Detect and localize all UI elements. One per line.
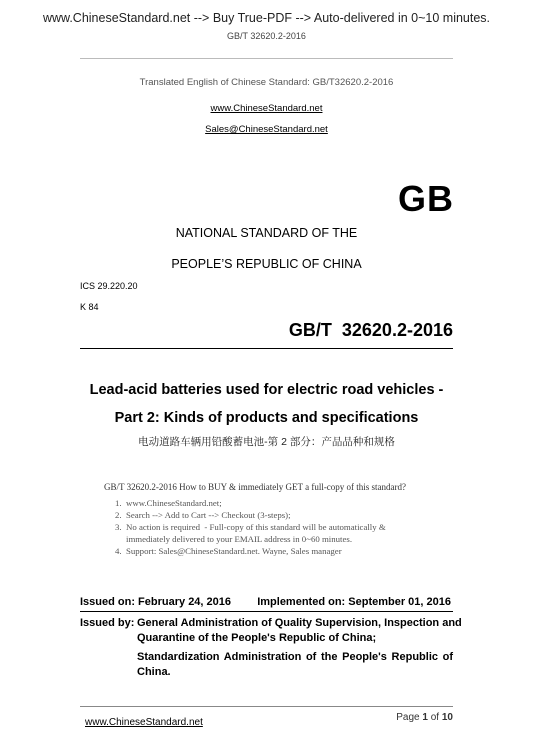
chinese-title: 电动道路车辆用铅酸蓄电池-第 2 部分：产品品种和规格 [138,436,395,448]
page-indicator [396,712,453,723]
buy-step-2: 2. Search --> Add to Cart --> Checkout (3-steps); [115,510,291,520]
implemented-date: Implemented on: September 01, 2016 [257,596,451,608]
buy-steps-list [115,497,386,557]
issuer-1-line-2: Quarantine of the People's Republic of China; [137,632,377,644]
ics-code: ICS 29.220.20 [80,281,138,291]
issued-by-label: Issued by: [80,617,135,629]
page-prefix: Page [396,712,423,723]
dates-rule [80,611,453,612]
buy-heading: GB/T 32620.2-2016 How to BUY & immediately GET a full-copy of this standard? [104,482,407,492]
buy-step-3-cont: immediately delivered to your EMAIL address in 0~60 minutes. [115,534,353,544]
email-link[interactable]: Sales@ChineseStandard.net [205,124,328,135]
title-line-1: Lead-acid batteries used for electric road vehicles - [89,382,444,398]
standard-number: GB/T 32620.2-2016 [288,320,453,340]
buy-step-3: 3. No action is required - Full-copy of this standard will be automatically & [115,522,386,532]
standard-number-rule [80,348,453,349]
buy-step-1: 1. www.ChineseStandard.net; [115,498,222,508]
gb-mark: GB [398,178,454,219]
header-divider [80,58,453,59]
website-link[interactable]: www.ChineseStandard.net [210,103,323,114]
k-code: K 84 [80,302,99,312]
translation-line: Translated English of Chinese Standard: GB/T32620.2-2016 [139,77,394,88]
header-doc-code: GB/T 32620.2-2016 [227,31,306,41]
footer-site-link[interactable]: www.ChineseStandard.net [85,717,203,728]
page-current: 1 [422,712,428,723]
header-top-line: www.ChineseStandard.net --> Buy True-PDF --> Auto-delivered in 0~10 minutes. [42,11,491,25]
issuer-1-line-1: General Administration of Quality Supervision, Inspection and [137,617,462,629]
issuer-2-line-1: Standardization Administration of the People's Republic of [137,651,453,663]
national-line-2: PEOPLE’S REPUBLIC OF CHINA [171,257,362,271]
buy-step-4: 4. Support: Sales@ChineseStandard.net. Wayne, Sales manager [115,546,342,556]
issued-date: Issued on: February 24, 2016 [80,596,232,608]
footer-rule [80,706,453,707]
title-line-2: Part 2: Kinds of products and specifications [114,410,419,426]
national-line-1: NATIONAL STANDARD OF THE [175,226,358,240]
issuer-2-line-2: China. [137,666,171,678]
page-of: of [427,712,442,723]
page-total: 10 [441,712,453,723]
